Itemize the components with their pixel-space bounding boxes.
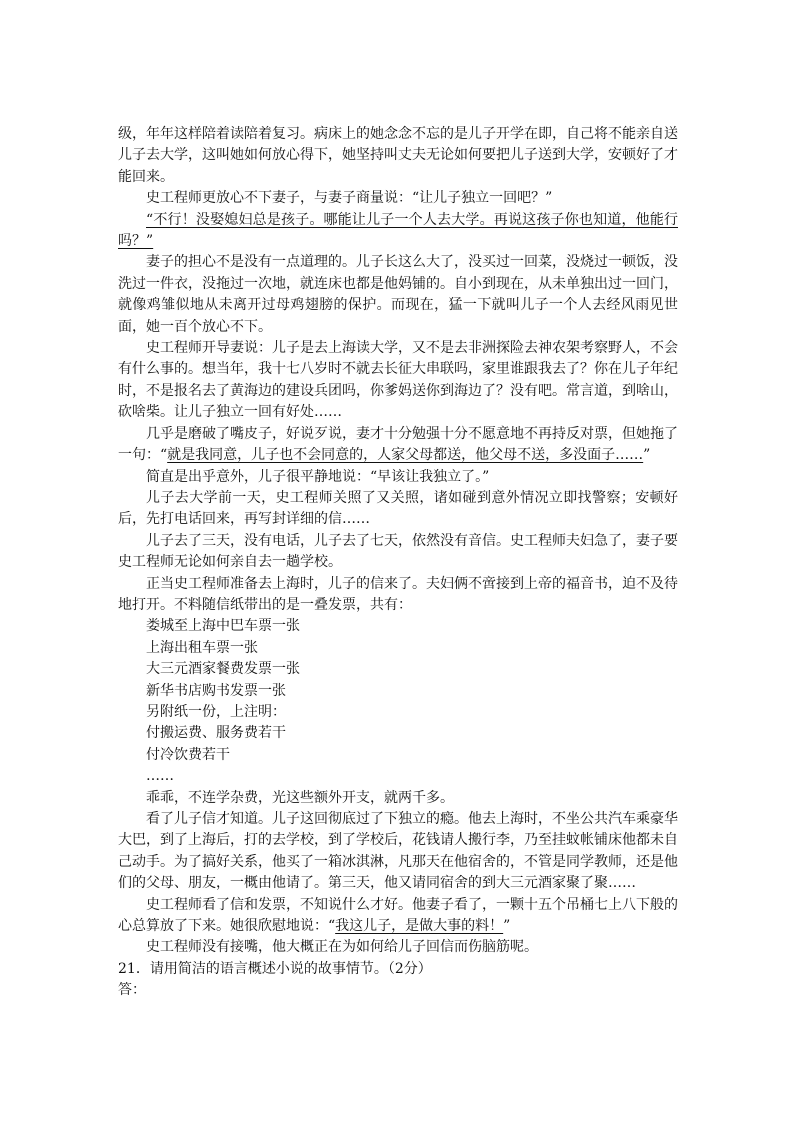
paragraph-13-lead: 史工程师看了信和发票，不知说什么才好。他妻子看了，一颗十五个吊桶七上八下般的心总算放了下来。她很欣慰地说：“ [118, 896, 678, 935]
list-item: 上海出租车票一张 [146, 639, 258, 656]
paragraph-6-close-quote: ” [643, 447, 651, 464]
list-item: 另附纸一份，上注明： [146, 703, 286, 720]
paragraph-13-close-quote: ” [503, 918, 511, 935]
answer-label: 答： [118, 982, 146, 999]
paragraph-9: 儿子去了三天，没有电话，儿子去了七天，依然没有音信。史工程师夫妇急了，妻子要史工程师无论如何亲自去一趟学校。 [118, 532, 678, 571]
paragraph-4: 妻子的担心不是没有一点道理的。儿子长这么大了，没买过一回菜，没烧过一顿饭，没洗过一件衣，没拖过一次地，就连床也都是他妈铺的。自小到现在，从未单独出过一回门，就像鸡雏似地从未离开过母鸡翅膀的保护。而现在，猛一下就叫儿子一个人去经风雨见世面，她一百个放心不下。 [118, 254, 678, 335]
paragraph-5: 史工程师开导妻说：儿子是去上海读大学，又不是去非洲探险去神农架考察野人，不会有什么事的。想当年，我十七八岁时不就去长征大串联吗，家里谁跟我去了？你在儿子年纪时，不是报名去了黄海边的建设兵团吗，你爹妈送你到海边了？没有吧。常言道，到啥山，砍啥柴。让儿子独立一回有好处…… [118, 340, 678, 421]
paragraph-7: 简直是出乎意外，儿子很平静地说：“早该让我独立了。” [146, 468, 490, 485]
paragraph-2: 史工程师更放心不下妻子，与妻子商量说：“让儿子独立一回吧？” [146, 190, 553, 207]
list-item: 大三元酒家餐费发票一张 [146, 661, 300, 678]
document-page [118, 124, 678, 1002]
paragraph-6 [118, 424, 678, 467]
question-21: 21．请用简洁的语言概述小说的故事情节。（2分） [118, 960, 432, 977]
paragraph-8: 儿子去大学前一天，史工程师关照了又关照，诸如碰到意外情况立即找警察；安顿好后，先打电话回来，再写封详细的信…… [118, 489, 678, 528]
list-item: …… [146, 768, 174, 785]
paragraph-11: 乖乖，不连学杂费，光这些额外开支，就两千多。 [146, 789, 454, 806]
paragraph-6-underlined-quote: 就是我同意，儿子也不会同意的，人家父母都送，他父母不送，多没面子…… [167, 447, 644, 464]
list-item: 付搬运费、服务费若干 [146, 725, 286, 742]
paragraph-6-lead: 几乎是磨破了嘴皮子，好说歹说，妻才十分勉强十分不愿意地不再持反对票，但她拖了一句：“ [118, 425, 678, 464]
paragraph-12: 看了儿子信才知道。儿子这回彻底过了下独立的瘾。他去上海时，不坐公共汽车乘豪华大巴，到了上海后，打的去学校，到了学校后，花钱请人搬行李，乃至挂蚊帐铺床他都未自己动手。为了搞好关系，他买了一箱冰淇淋，凡那天在他宿舍的，不管是同学教师，还是他们的父母、朋友，一概由他请了。第三天，他又请同宿舍的到大三元酒家聚了聚…… [118, 811, 678, 892]
paragraph-1: 级，年年这样陪着读陪着复习。病床上的她念念不忘的是儿子开学在即，自己将不能亲自送儿子去大学，这叫她如何放心得下，她坚持叫丈夫无论如何要把儿子送到大学，安顿好了才能回来。 [118, 126, 678, 185]
paragraph-13 [118, 895, 678, 938]
list-item: 付冷饮费若干 [146, 746, 230, 763]
invoice-list [118, 616, 678, 787]
paragraph-3-underlined-quote: “不行！没娶媳妇总是孩子。哪能让儿子一个人去大学。再说这孩子你也知道，他能行吗？” [118, 211, 678, 250]
paragraph-14: 史工程师没有接嘴，他大概正在为如何给儿子回信而伤脑筋呢。 [146, 939, 538, 956]
list-item: 新华书店购书发票一张 [146, 682, 286, 699]
paragraph-10: 正当史工程师准备去上海时，儿子的信来了。夫妇俩不啻接到上帝的福音书，迫不及待地打开。不料随信纸带出的是一叠发票，共有： [118, 575, 678, 613]
paragraph-13-underlined-quote: 我这儿子，是做大事的料！ [335, 918, 504, 935]
list-item: 娄城至上海中巴车票一张 [146, 618, 300, 635]
